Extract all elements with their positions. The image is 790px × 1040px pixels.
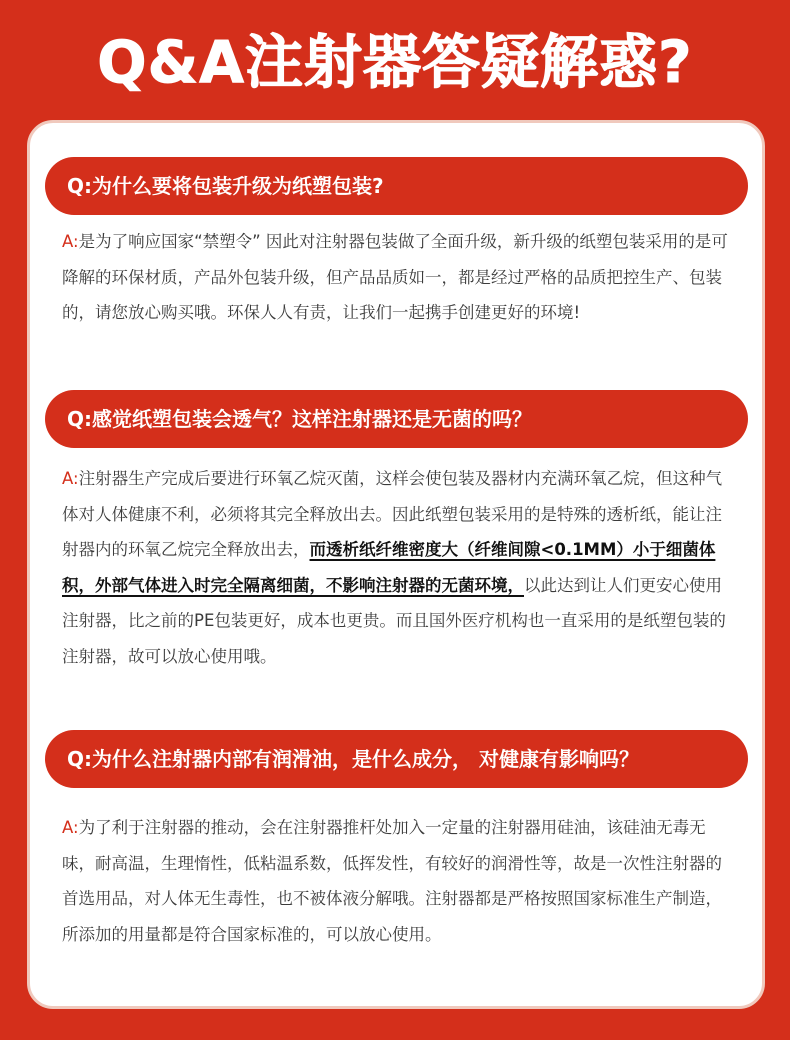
answer-2-text-before: 注射器生产完成后要进行环氧乙烷灭菌，这样会使包装及器材内充满环氧乙烷，但这种气体对人体健康不利，必须将其完全释放出去。因此纸塑包装采用的是特殊的透析纸，能让注射器内的环氧乙烷完全释放出去， xyxy=(62,469,723,560)
answer-2-prefix: A: xyxy=(62,469,79,488)
answer-1-text: 是为了响应国家“禁塑令” 因此对注射器包装做了全面升级，新升级的纸塑包装采用的是可降解的环保材质，产品外包装升级，但产品品质如一，都是经过严格的品质把控生产、包装的，请您放心购买哦。环保人人有责，让我们一起携手创建更好的环境! xyxy=(62,232,728,323)
question-3-banner: Q:为什么注射器内部有润滑油，是什么成分， 对健康有影响吗？ xyxy=(45,730,748,788)
answer-3-prefix: A: xyxy=(62,818,79,837)
answer-2-emphasis: 而透析纸纤维密度大（纤维间隙<0.1MM）小于细菌体积，外部气体进入时完全隔离细菌，不影响注射器的无菌环境， xyxy=(62,540,716,595)
answer-2 xyxy=(62,461,737,675)
answer-2-text-after: 以此达到让人们更安心使用注射器，比之前的PE包装更好，成本也更贵。而且国外医疗机构也一直采用的是纸塑包装的注射器，故可以放心使用哦。 xyxy=(62,575,726,666)
page-title: Q&A注射器答疑解惑? xyxy=(97,28,693,96)
question-1-banner: Q:为什么要将包装升级为纸塑包装? xyxy=(45,157,748,215)
answer-3 xyxy=(62,810,737,952)
answer-1-prefix: A: xyxy=(62,232,79,251)
answer-3-text: 为了利于注射器的推动，会在注射器推杆处加入一定量的注射器用硅油，该硅油无毒无味，耐高温，生理惰性，低粘温系数，低挥发性，有较好的润滑性等，故是一次性注射器的首选用品，对人体无生毒性，也不被体液分解哦。注射器都是严格按照国家标准生产制造，所添加的用量都是符合国家标准的，可以放心使用。 xyxy=(62,818,722,944)
question-2-banner: Q:感觉纸塑包装会透气？这样注射器还是无菌的吗？ xyxy=(45,390,748,448)
answer-1 xyxy=(62,224,737,331)
